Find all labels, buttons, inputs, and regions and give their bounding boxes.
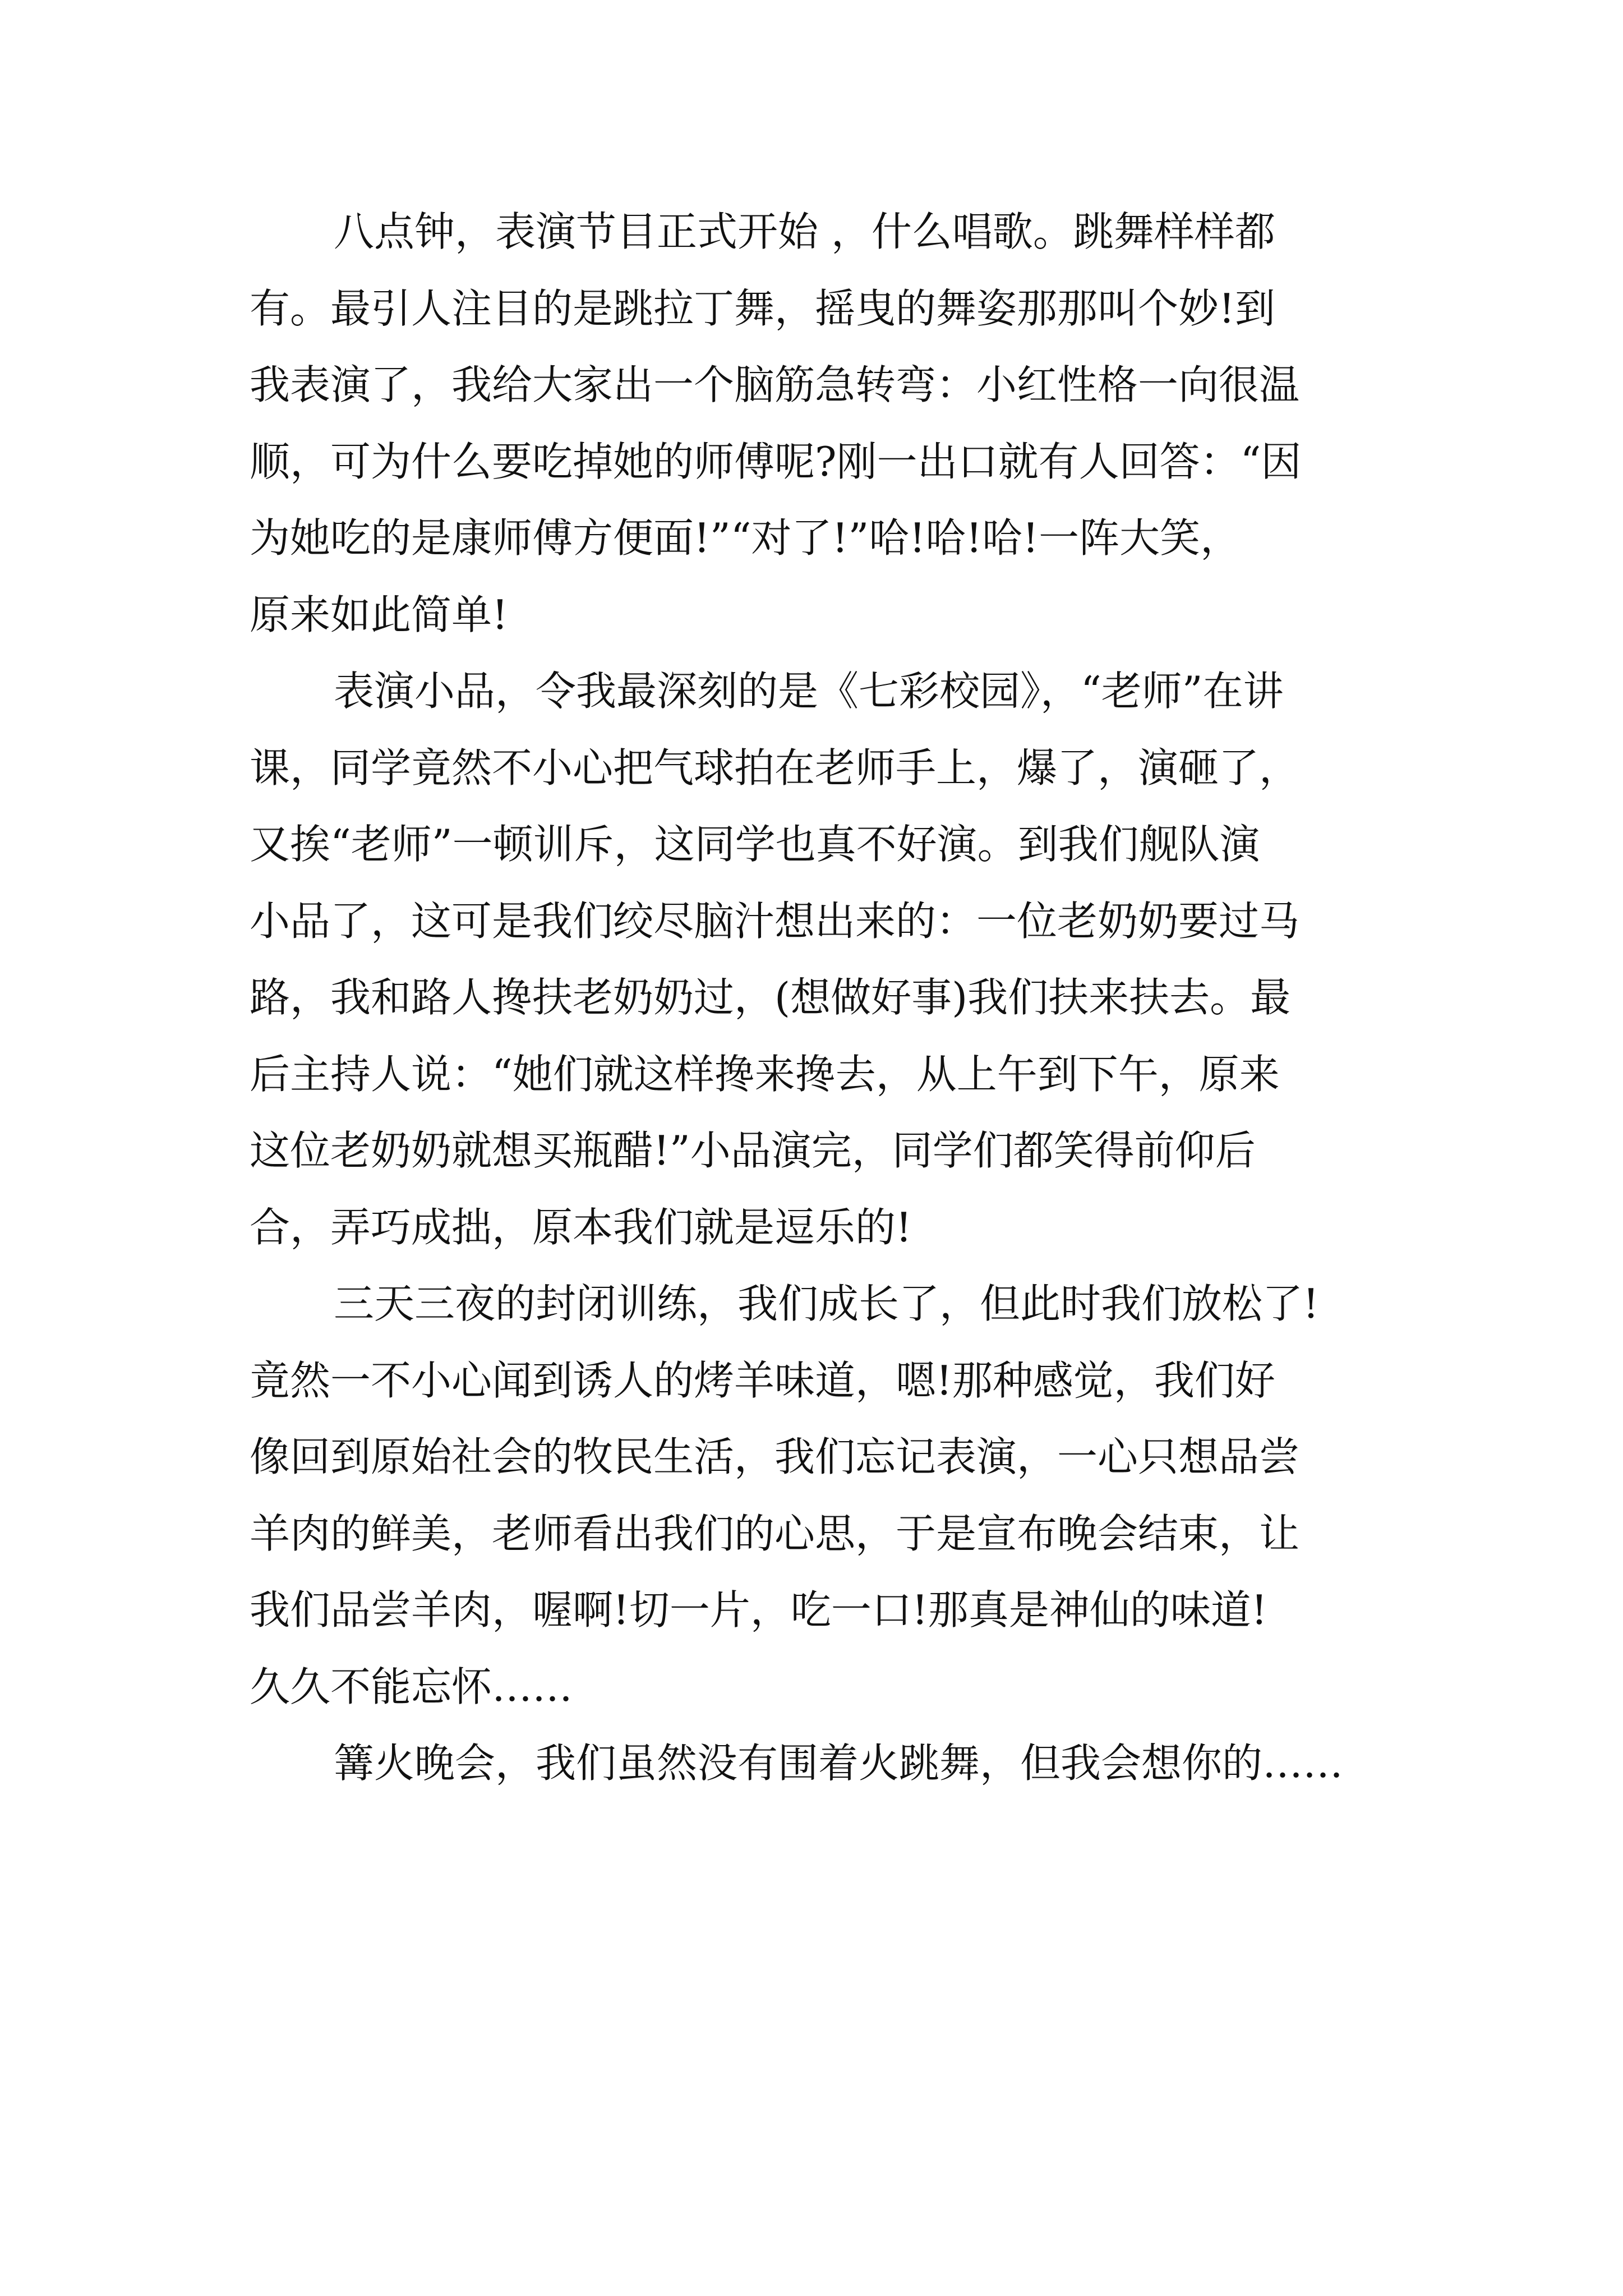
text-line: 原来如此简单! <box>250 591 508 638</box>
text-line: 后主持人说：“她们就这样搀来搀去，从上午到下午，原来 <box>250 1050 1280 1098</box>
text-line: 八点钟，表演节目正式开始 ，什么唱歌。跳舞样样都 <box>334 208 1275 255</box>
document-body <box>250 194 1377 1802</box>
text-line: 这位老奶奶就想买瓶醋!”小品演完，同学们都笑得前仰后 <box>250 1127 1256 1174</box>
text-line: 像回到原始社会的牧民生活，我们忘记表演，一心只想品尝 <box>250 1433 1300 1480</box>
text-line: 小品了，这可是我们绞尽脑汁想出来的：一位老奶奶要过马 <box>250 897 1300 945</box>
paragraph-2 <box>250 653 1377 1266</box>
paragraph-3 <box>250 1266 1377 1725</box>
text-line: 久久不能忘怀…… <box>250 1663 573 1710</box>
text-line: 羊肉的鲜美，老师看出我们的心思，于是宣布晚会结束，让 <box>250 1510 1300 1557</box>
text-line: 竟然一不小心闻到诱人的烤羊味道，嗯!那种感觉，我们好 <box>250 1356 1275 1404</box>
text-line: 三天三夜的封闭训练，我们成长了，但此时我们放松了! <box>334 1280 1319 1327</box>
text-line: 课，同学竟然不小心把气球拍在老师手上，爆了，演砸了， <box>250 744 1300 792</box>
text-line: 我表演了，我给大家出一个脑筋急转弯：小红性格一向很温 <box>250 361 1300 408</box>
text-line: 为她吃的是康师傅方便面!”“对了!”哈!哈!哈!一阵大笑， <box>250 514 1241 562</box>
text-line: 我们品尝羊肉，喔啊!切一片，吃一口!那真是神仙的味道! <box>250 1586 1267 1634</box>
paragraph-4 <box>250 1725 1377 1802</box>
text-line: 顺，可为什么要吃掉她的师傅呢?刚一出口就有人回答：“因 <box>250 438 1302 485</box>
text-line: 有。最引人注目的是跳拉丁舞，摇曳的舞姿那那叫个妙!到 <box>250 284 1275 332</box>
text-line: 路，我和路人搀扶老奶奶过，(想做好事)我们扶来扶去。最 <box>250 974 1291 1021</box>
text-line: 表演小品，令我最深刻的是《七彩校园》，“老师”在讲 <box>334 668 1284 715</box>
text-line: 合，弄巧成拙，原本我们就是逗乐的! <box>250 1203 912 1251</box>
text-line: 又挨“老师”一顿训斥，这同学也真不好演。到我们舰队演 <box>250 821 1260 868</box>
paragraph-1 <box>250 194 1377 653</box>
text-line: 篝火晚会，我们虽然没有围着火跳舞，但我会想你的…… <box>334 1740 1344 1787</box>
